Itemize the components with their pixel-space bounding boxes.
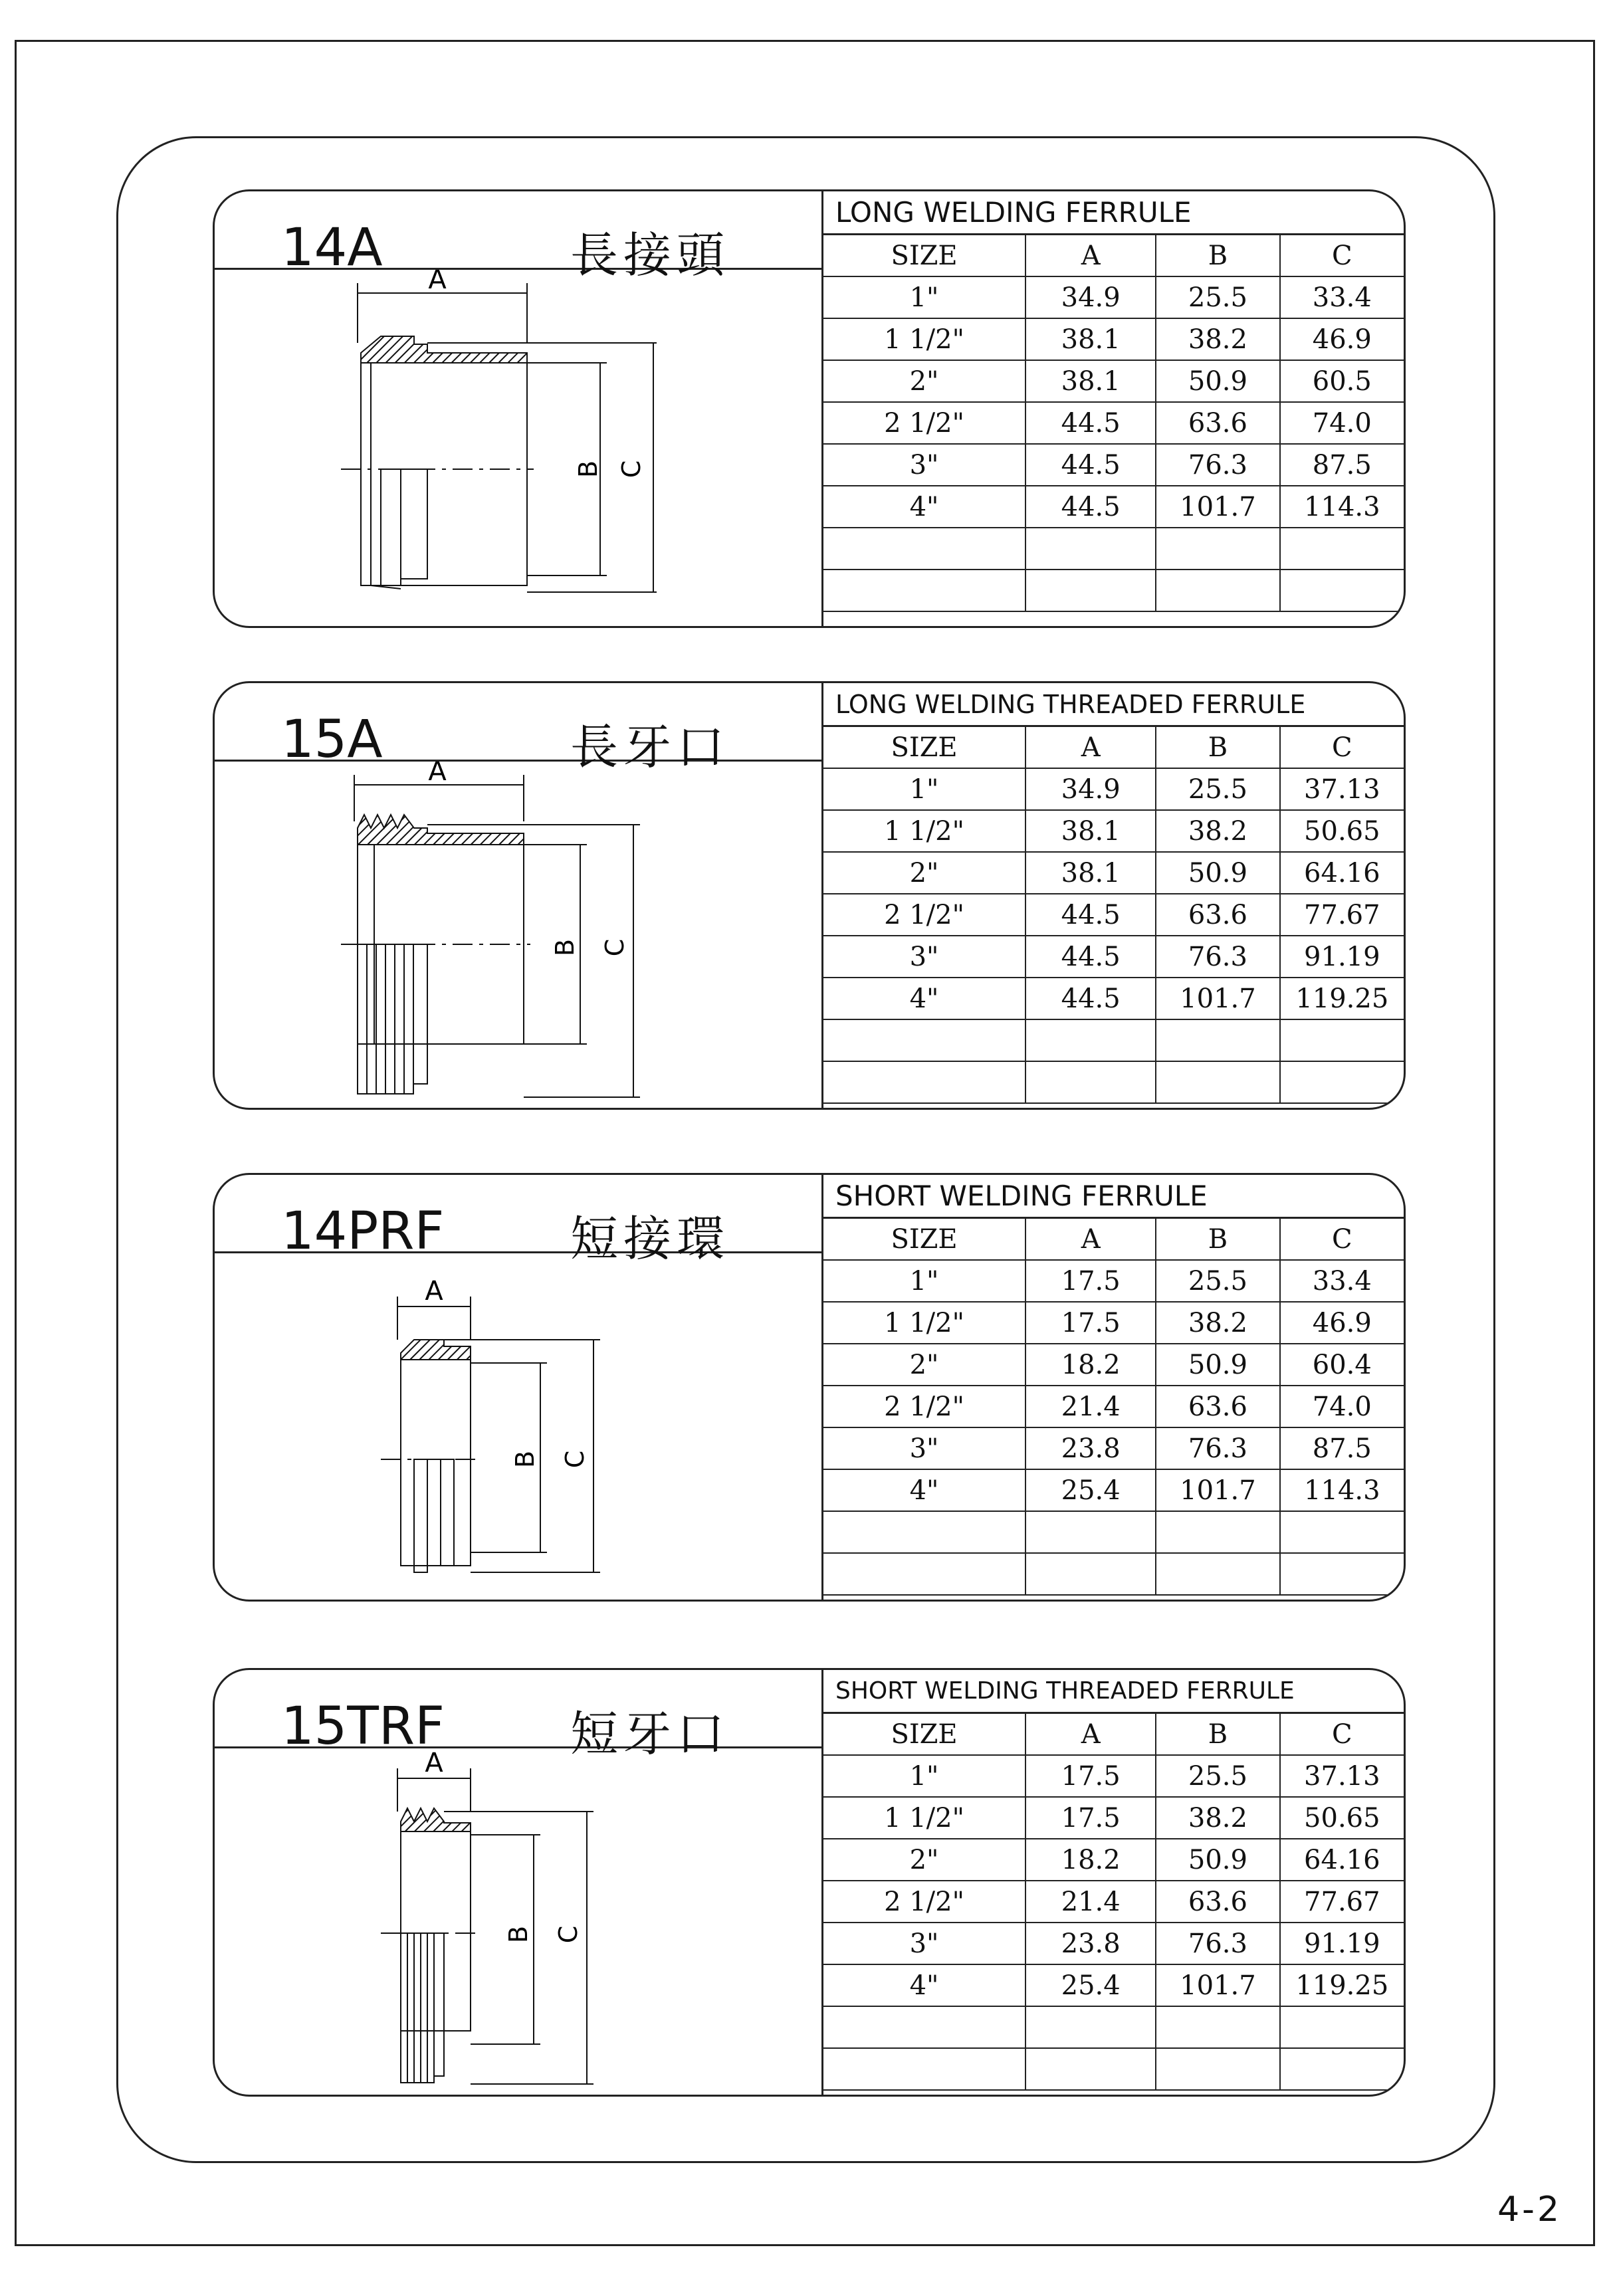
cell: 25.5 (1156, 1755, 1279, 1797)
header-cell: C (1280, 1219, 1404, 1260)
header-cell: A (1025, 1714, 1156, 1755)
cell (823, 2048, 1025, 2090)
header-cell: SIZE (823, 1219, 1025, 1260)
cell (1156, 1553, 1279, 1595)
cell: 4" (823, 978, 1025, 1019)
cell: 63.6 (1156, 894, 1279, 936)
svg-text:B: B (550, 938, 580, 957)
cell (1280, 1019, 1404, 1061)
cell: 25.4 (1025, 1469, 1156, 1511)
cell (823, 528, 1025, 570)
ferrule-drawing (215, 1748, 821, 2095)
table-row (823, 528, 1404, 570)
cell: 3" (823, 1427, 1025, 1469)
cell: 101.7 (1156, 486, 1279, 528)
table-row (823, 1344, 1404, 1386)
cell (1025, 1553, 1156, 1595)
table-row (823, 852, 1404, 894)
table-title: SHORT WELDING THREADED FERRULE (823, 1670, 1404, 1714)
svg-text:C: C (617, 460, 646, 478)
product-name-cjk: 短接環 (570, 1211, 730, 1267)
cell: 18.2 (1025, 1344, 1156, 1386)
table-header-row (823, 235, 1404, 276)
long-ferrule-diagram (215, 270, 821, 628)
cell (823, 1061, 1025, 1103)
long-threaded-ferrule-diagram (215, 762, 821, 1110)
svg-text:A: A (425, 1276, 443, 1306)
cell: 17.5 (1025, 1755, 1156, 1797)
cell: 50.9 (1156, 1839, 1279, 1881)
table-title: LONG WELDING THREADED FERRULE (823, 683, 1404, 727)
cell: 46.9 (1280, 318, 1404, 360)
svg-text:B: B (510, 1450, 540, 1469)
cell: 38.2 (1156, 1797, 1279, 1839)
cell: 25.5 (1156, 276, 1279, 318)
cell: 77.67 (1280, 1881, 1404, 1923)
table-row (823, 936, 1404, 978)
cell: 44.5 (1025, 444, 1156, 486)
cell: 21.4 (1025, 1881, 1156, 1923)
cell: 63.6 (1156, 1881, 1279, 1923)
product-code: 15A (281, 710, 383, 770)
header-cell: B (1156, 1714, 1279, 1755)
cell (1280, 1061, 1404, 1103)
cell: 101.7 (1156, 978, 1279, 1019)
cell: 4" (823, 486, 1025, 528)
spec-table-14a (821, 191, 1404, 626)
svg-text:C: C (560, 1450, 590, 1469)
svg-text:A: A (428, 762, 447, 787)
spec-table-14prf (821, 1175, 1404, 1600)
short-threaded-ferrule-diagram (215, 1748, 821, 2097)
svg-text:B: B (574, 460, 603, 478)
svg-text:C: C (554, 1925, 583, 1944)
cell (1025, 1061, 1156, 1103)
cell: 3" (823, 936, 1025, 978)
cell: 38.2 (1156, 318, 1279, 360)
cell: 50.65 (1280, 1797, 1404, 1839)
cell: 21.4 (1025, 1386, 1156, 1427)
cell: 87.5 (1280, 1427, 1404, 1469)
cell: 63.6 (1156, 402, 1279, 444)
cell: 25.4 (1025, 1964, 1156, 2006)
header-cell: SIZE (823, 727, 1025, 768)
table-row (823, 318, 1404, 360)
cell: 23.8 (1025, 1427, 1156, 1469)
cell: 38.1 (1025, 318, 1156, 360)
cell: 2" (823, 852, 1025, 894)
table-row (823, 1061, 1404, 1103)
cell: 17.5 (1025, 1797, 1156, 1839)
cell: 64.16 (1280, 1839, 1404, 1881)
table-row (823, 894, 1404, 936)
cell (1025, 1019, 1156, 1061)
product-name-cjk: 短牙口 (570, 1706, 730, 1762)
cell: 37.13 (1280, 768, 1404, 810)
cell (1156, 2006, 1279, 2048)
table-row (823, 1839, 1404, 1881)
table-row (823, 402, 1404, 444)
cell: 91.19 (1280, 936, 1404, 978)
cell: 33.4 (1280, 1260, 1404, 1302)
cell: 60.4 (1280, 1344, 1404, 1386)
product-header (215, 1175, 821, 1267)
short-ferrule-diagram (215, 1253, 821, 1602)
product-code: 14A (281, 218, 383, 278)
cell (823, 1511, 1025, 1553)
ferrule-drawing (215, 1253, 821, 1600)
cell: 44.5 (1025, 978, 1156, 1019)
cell: 34.9 (1025, 276, 1156, 318)
cell (1280, 2006, 1404, 2048)
cell: 23.8 (1025, 1923, 1156, 1964)
dimension-table (823, 1714, 1404, 2091)
table-row (823, 768, 1404, 810)
cell (1025, 2006, 1156, 2048)
cell: 76.3 (1156, 936, 1279, 978)
table-row (823, 1964, 1404, 2006)
cell: 25.5 (1156, 768, 1279, 810)
cell: 4" (823, 1964, 1025, 2006)
product-name-cjk: 長牙口 (570, 719, 730, 775)
table-row (823, 360, 1404, 402)
cell: 33.4 (1280, 276, 1404, 318)
cell (1025, 2048, 1156, 2090)
table-row (823, 1923, 1404, 1964)
cell: 17.5 (1025, 1260, 1156, 1302)
cell: 38.2 (1156, 1302, 1279, 1344)
cell: 60.5 (1280, 360, 1404, 402)
table-row (823, 276, 1404, 318)
cell: 74.0 (1280, 402, 1404, 444)
cell: 3" (823, 1923, 1025, 1964)
svg-text:A: A (428, 270, 447, 295)
header-cell: SIZE (823, 235, 1025, 276)
svg-text:B: B (504, 1925, 533, 1944)
cell (1156, 1511, 1279, 1553)
cell (1156, 1061, 1279, 1103)
table-row (823, 1019, 1404, 1061)
cell (1156, 570, 1279, 611)
product-card-15trf (213, 1668, 1406, 2097)
cell: 2" (823, 1839, 1025, 1881)
cell: 17.5 (1025, 1302, 1156, 1344)
table-row (823, 1797, 1404, 1839)
table-row (823, 2006, 1404, 2048)
cell: 44.5 (1025, 936, 1156, 978)
cell: 50.65 (1280, 810, 1404, 852)
table-row (823, 1511, 1404, 1553)
cell: 1" (823, 768, 1025, 810)
product-name-cjk: 長接頭 (570, 227, 730, 283)
cell: 76.3 (1156, 444, 1279, 486)
table-row (823, 1427, 1404, 1469)
table-row (823, 486, 1404, 528)
cell: 1" (823, 276, 1025, 318)
cell (1280, 528, 1404, 570)
cell: 1 1/2" (823, 1797, 1025, 1839)
table-row (823, 1469, 1404, 1511)
cell (823, 570, 1025, 611)
dimension-table (823, 727, 1404, 1104)
cell: 101.7 (1156, 1964, 1279, 2006)
cell (1156, 1019, 1279, 1061)
ferrule-drawing (215, 762, 821, 1108)
cell (1280, 2048, 1404, 2090)
header-cell: A (1025, 1219, 1156, 1260)
table-row (823, 1260, 1404, 1302)
cell (1025, 528, 1156, 570)
cell: 25.5 (1156, 1260, 1279, 1302)
cell: 1" (823, 1755, 1025, 1797)
header-cell: C (1280, 235, 1404, 276)
svg-text:A: A (425, 1748, 443, 1778)
table-row (823, 1755, 1404, 1797)
dimension-table (823, 1219, 1404, 1596)
cell: 119.25 (1280, 978, 1404, 1019)
table-title: SHORT WELDING FERRULE (823, 1175, 1404, 1219)
cell: 38.1 (1025, 360, 1156, 402)
cell: 101.7 (1156, 1469, 1279, 1511)
product-code: 15TRF (281, 1697, 445, 1756)
cell: 1" (823, 1260, 1025, 1302)
spec-table-15trf (821, 1670, 1404, 2095)
cell: 63.6 (1156, 1386, 1279, 1427)
header-cell: SIZE (823, 1714, 1025, 1755)
table-row (823, 978, 1404, 1019)
cell: 77.67 (1280, 894, 1404, 936)
cell: 46.9 (1280, 1302, 1404, 1344)
cell: 1 1/2" (823, 1302, 1025, 1344)
cell (823, 1019, 1025, 1061)
cell: 2 1/2" (823, 1386, 1025, 1427)
svg-text:C: C (600, 938, 629, 957)
cell: 119.25 (1280, 1964, 1404, 2006)
cell: 76.3 (1156, 1923, 1279, 1964)
table-row (823, 1386, 1404, 1427)
cell: 18.2 (1025, 1839, 1156, 1881)
cell (1280, 1553, 1404, 1595)
ferrule-drawing (215, 270, 821, 626)
cell (1280, 1511, 1404, 1553)
cell: 34.9 (1025, 768, 1156, 810)
header-cell: B (1156, 1219, 1279, 1260)
cell (823, 2006, 1025, 2048)
table-row (823, 1553, 1404, 1595)
cell: 38.1 (1025, 852, 1156, 894)
header-cell: A (1025, 235, 1156, 276)
product-header (215, 1670, 821, 1762)
product-card-15a (213, 681, 1406, 1110)
cell: 114.3 (1280, 1469, 1404, 1511)
cell: 37.13 (1280, 1755, 1404, 1797)
cell: 4" (823, 1469, 1025, 1511)
cell: 91.19 (1280, 1923, 1404, 1964)
cell (823, 1553, 1025, 1595)
table-row (823, 2048, 1404, 2090)
cell: 64.16 (1280, 852, 1404, 894)
table-row (823, 570, 1404, 611)
cell (1025, 570, 1156, 611)
cell: 2 1/2" (823, 1881, 1025, 1923)
product-card-14prf (213, 1173, 1406, 1602)
table-header-row (823, 1219, 1404, 1260)
header-cell: B (1156, 727, 1279, 768)
cell (1025, 1511, 1156, 1553)
header-cell: B (1156, 235, 1279, 276)
cell: 38.2 (1156, 810, 1279, 852)
cell: 2" (823, 1344, 1025, 1386)
page-number: 4-2 (1497, 2190, 1562, 2230)
cell: 76.3 (1156, 1427, 1279, 1469)
cell: 1 1/2" (823, 810, 1025, 852)
cell: 44.5 (1025, 894, 1156, 936)
cell (1280, 570, 1404, 611)
cell: 3" (823, 444, 1025, 486)
cell: 50.9 (1156, 360, 1279, 402)
cell: 44.5 (1025, 486, 1156, 528)
table-title: LONG WELDING FERRULE (823, 191, 1404, 235)
product-header (215, 191, 821, 283)
cell: 2 1/2" (823, 402, 1025, 444)
product-code: 14PRF (281, 1201, 445, 1261)
dimension-table (823, 235, 1404, 612)
header-cell: A (1025, 727, 1156, 768)
table-row (823, 1881, 1404, 1923)
cell: 38.1 (1025, 810, 1156, 852)
cell: 87.5 (1280, 444, 1404, 486)
cell: 114.3 (1280, 486, 1404, 528)
table-row (823, 1302, 1404, 1344)
table-row (823, 444, 1404, 486)
spec-table-15a (821, 683, 1404, 1108)
header-cell: C (1280, 727, 1404, 768)
product-card-14a (213, 189, 1406, 628)
header-cell: C (1280, 1714, 1404, 1755)
cell (1156, 2048, 1279, 2090)
cell: 1 1/2" (823, 318, 1025, 360)
table-header-row (823, 1714, 1404, 1755)
product-header (215, 683, 821, 775)
cell: 2" (823, 360, 1025, 402)
cell: 50.9 (1156, 1344, 1279, 1386)
cell (1156, 528, 1279, 570)
cell: 2 1/2" (823, 894, 1025, 936)
cell: 74.0 (1280, 1386, 1404, 1427)
cell: 44.5 (1025, 402, 1156, 444)
table-row (823, 810, 1404, 852)
cell: 50.9 (1156, 852, 1279, 894)
table-header-row (823, 727, 1404, 768)
